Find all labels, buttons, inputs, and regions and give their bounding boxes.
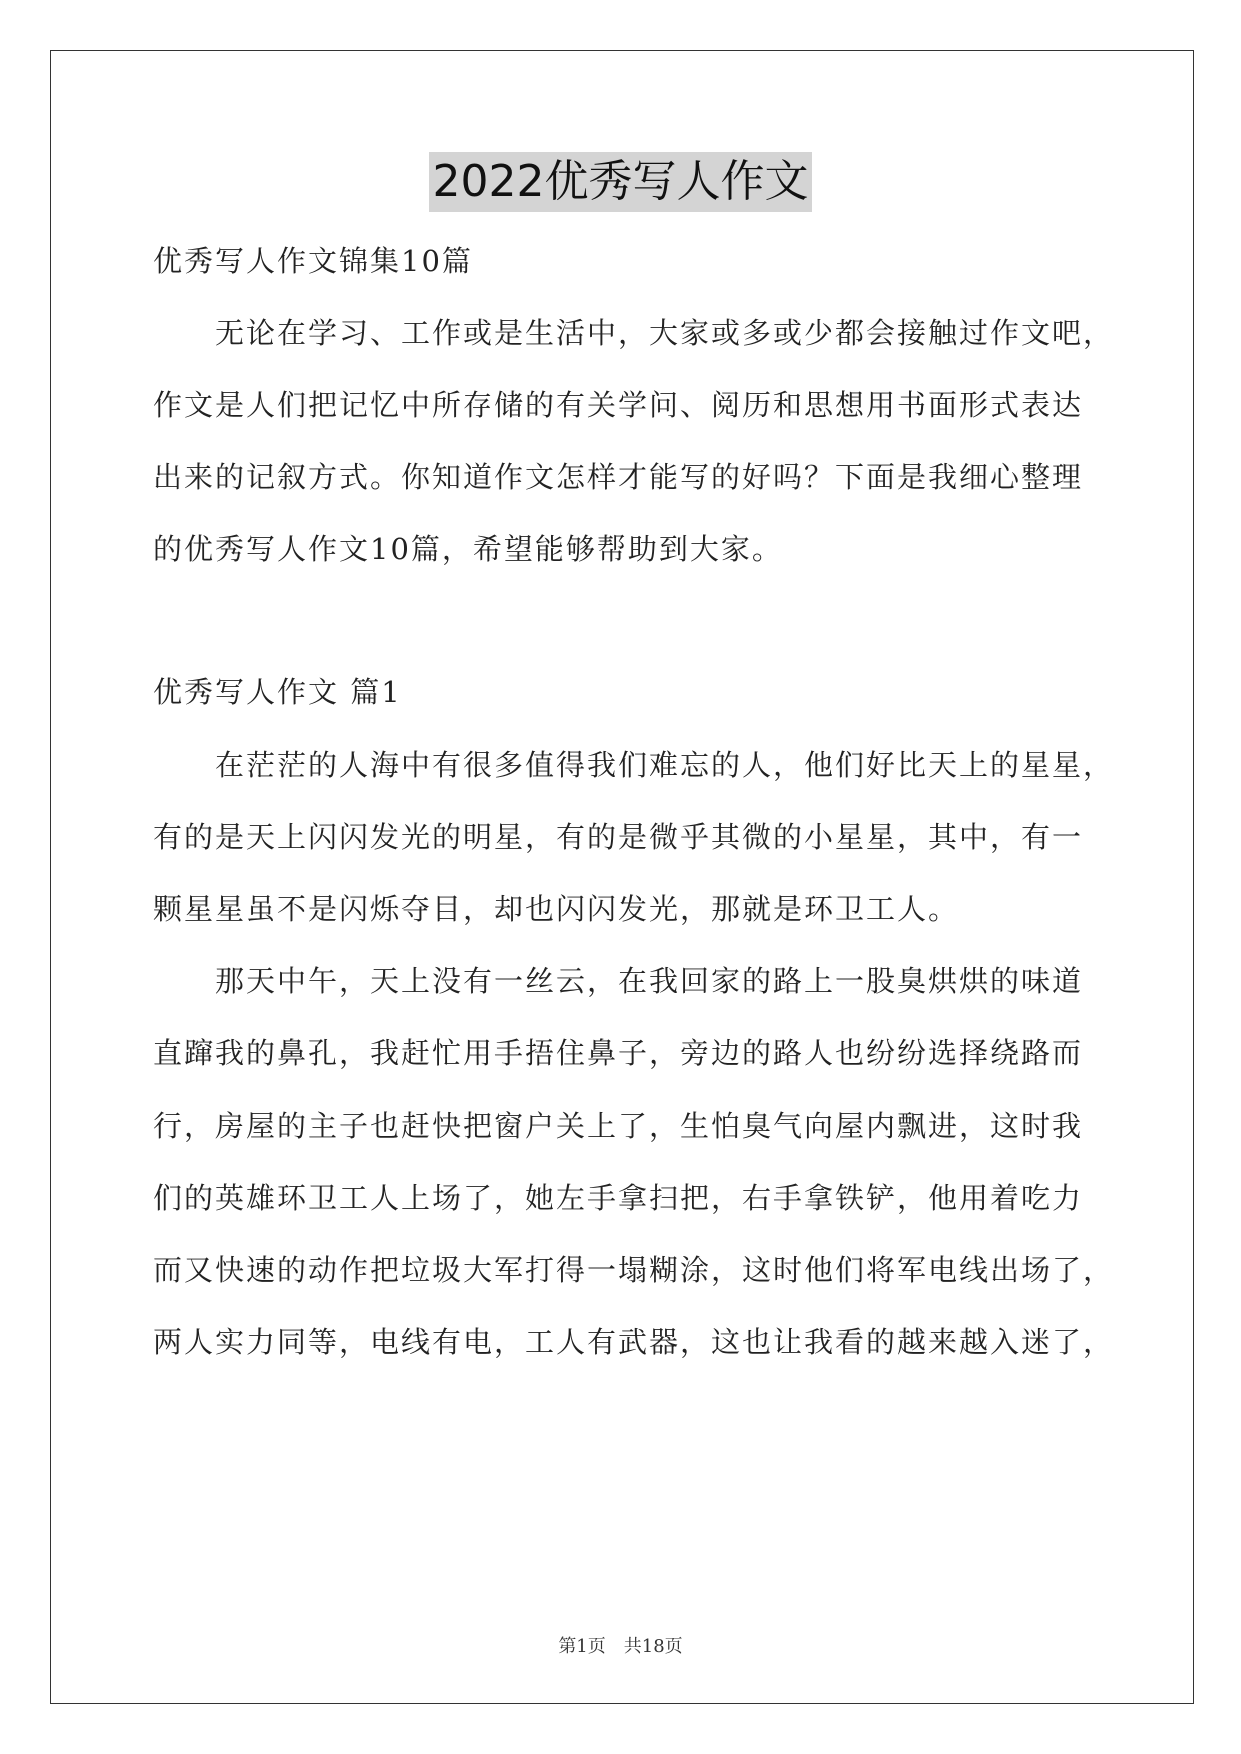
page-number-total: 共18页 [623, 1636, 683, 1657]
document-title: 2022优秀写人作文 [429, 152, 813, 212]
paragraph-line: 有的是天上闪闪发光的明星，有的是微乎其微的小星星，其中，有一 [153, 820, 1084, 854]
paragraph-line: 那天中午，天上没有一丝云，在我回家的路上一股臭烘烘的味道 [215, 964, 1084, 998]
intro-line: 作文是人们把记忆中所存储的有关学问、阅历和思想用书面形式表达 [153, 388, 1084, 422]
intro-line: 的优秀写人作文10篇，希望能够帮助到大家。 [153, 532, 783, 566]
page-footer [0, 1632, 1241, 1658]
intro-line: 出来的记叙方式。你知道作文怎样才能写的好吗？下面是我细心整理 [153, 460, 1084, 494]
page-number-current: 第1页 [558, 1636, 606, 1657]
page-border [50, 50, 1194, 1704]
paragraph-line: 颗星星虽不是闪烁夺目，却也闪闪发光，那就是环卫工人。 [153, 892, 960, 926]
intro-line: 无论在学习、工作或是生活中，大家或多或少都会接触过作文吧， [215, 316, 1115, 350]
paragraph-line: 在茫茫的人海中有很多值得我们难忘的人，他们好比天上的星星， [215, 748, 1115, 782]
paragraph-line: 两人实力同等，电线有电，工人有武器，这也让我看的越来越入迷了， [153, 1325, 1115, 1359]
section-heading: 优秀写人作文 篇1 [153, 675, 402, 709]
paragraph-line: 而又快速的动作把垃圾大军打得一塌糊涂，这时他们将军电线出场了， [153, 1253, 1115, 1287]
paragraph-line: 行，房屋的主子也赶快把窗户关上了，生怕臭气向屋内飘进，这时我 [153, 1109, 1084, 1143]
title-container [0, 152, 1241, 212]
paragraph-line: 们的英雄环卫工人上场了，她左手拿扫把，右手拿铁铲，他用着吃力 [153, 1181, 1084, 1215]
subtitle: 优秀写人作文锦集10篇 [153, 244, 473, 278]
paragraph-line: 直蹿我的鼻孔，我赶忙用手捂住鼻子，旁边的路人也纷纷选择绕路而 [153, 1036, 1084, 1070]
